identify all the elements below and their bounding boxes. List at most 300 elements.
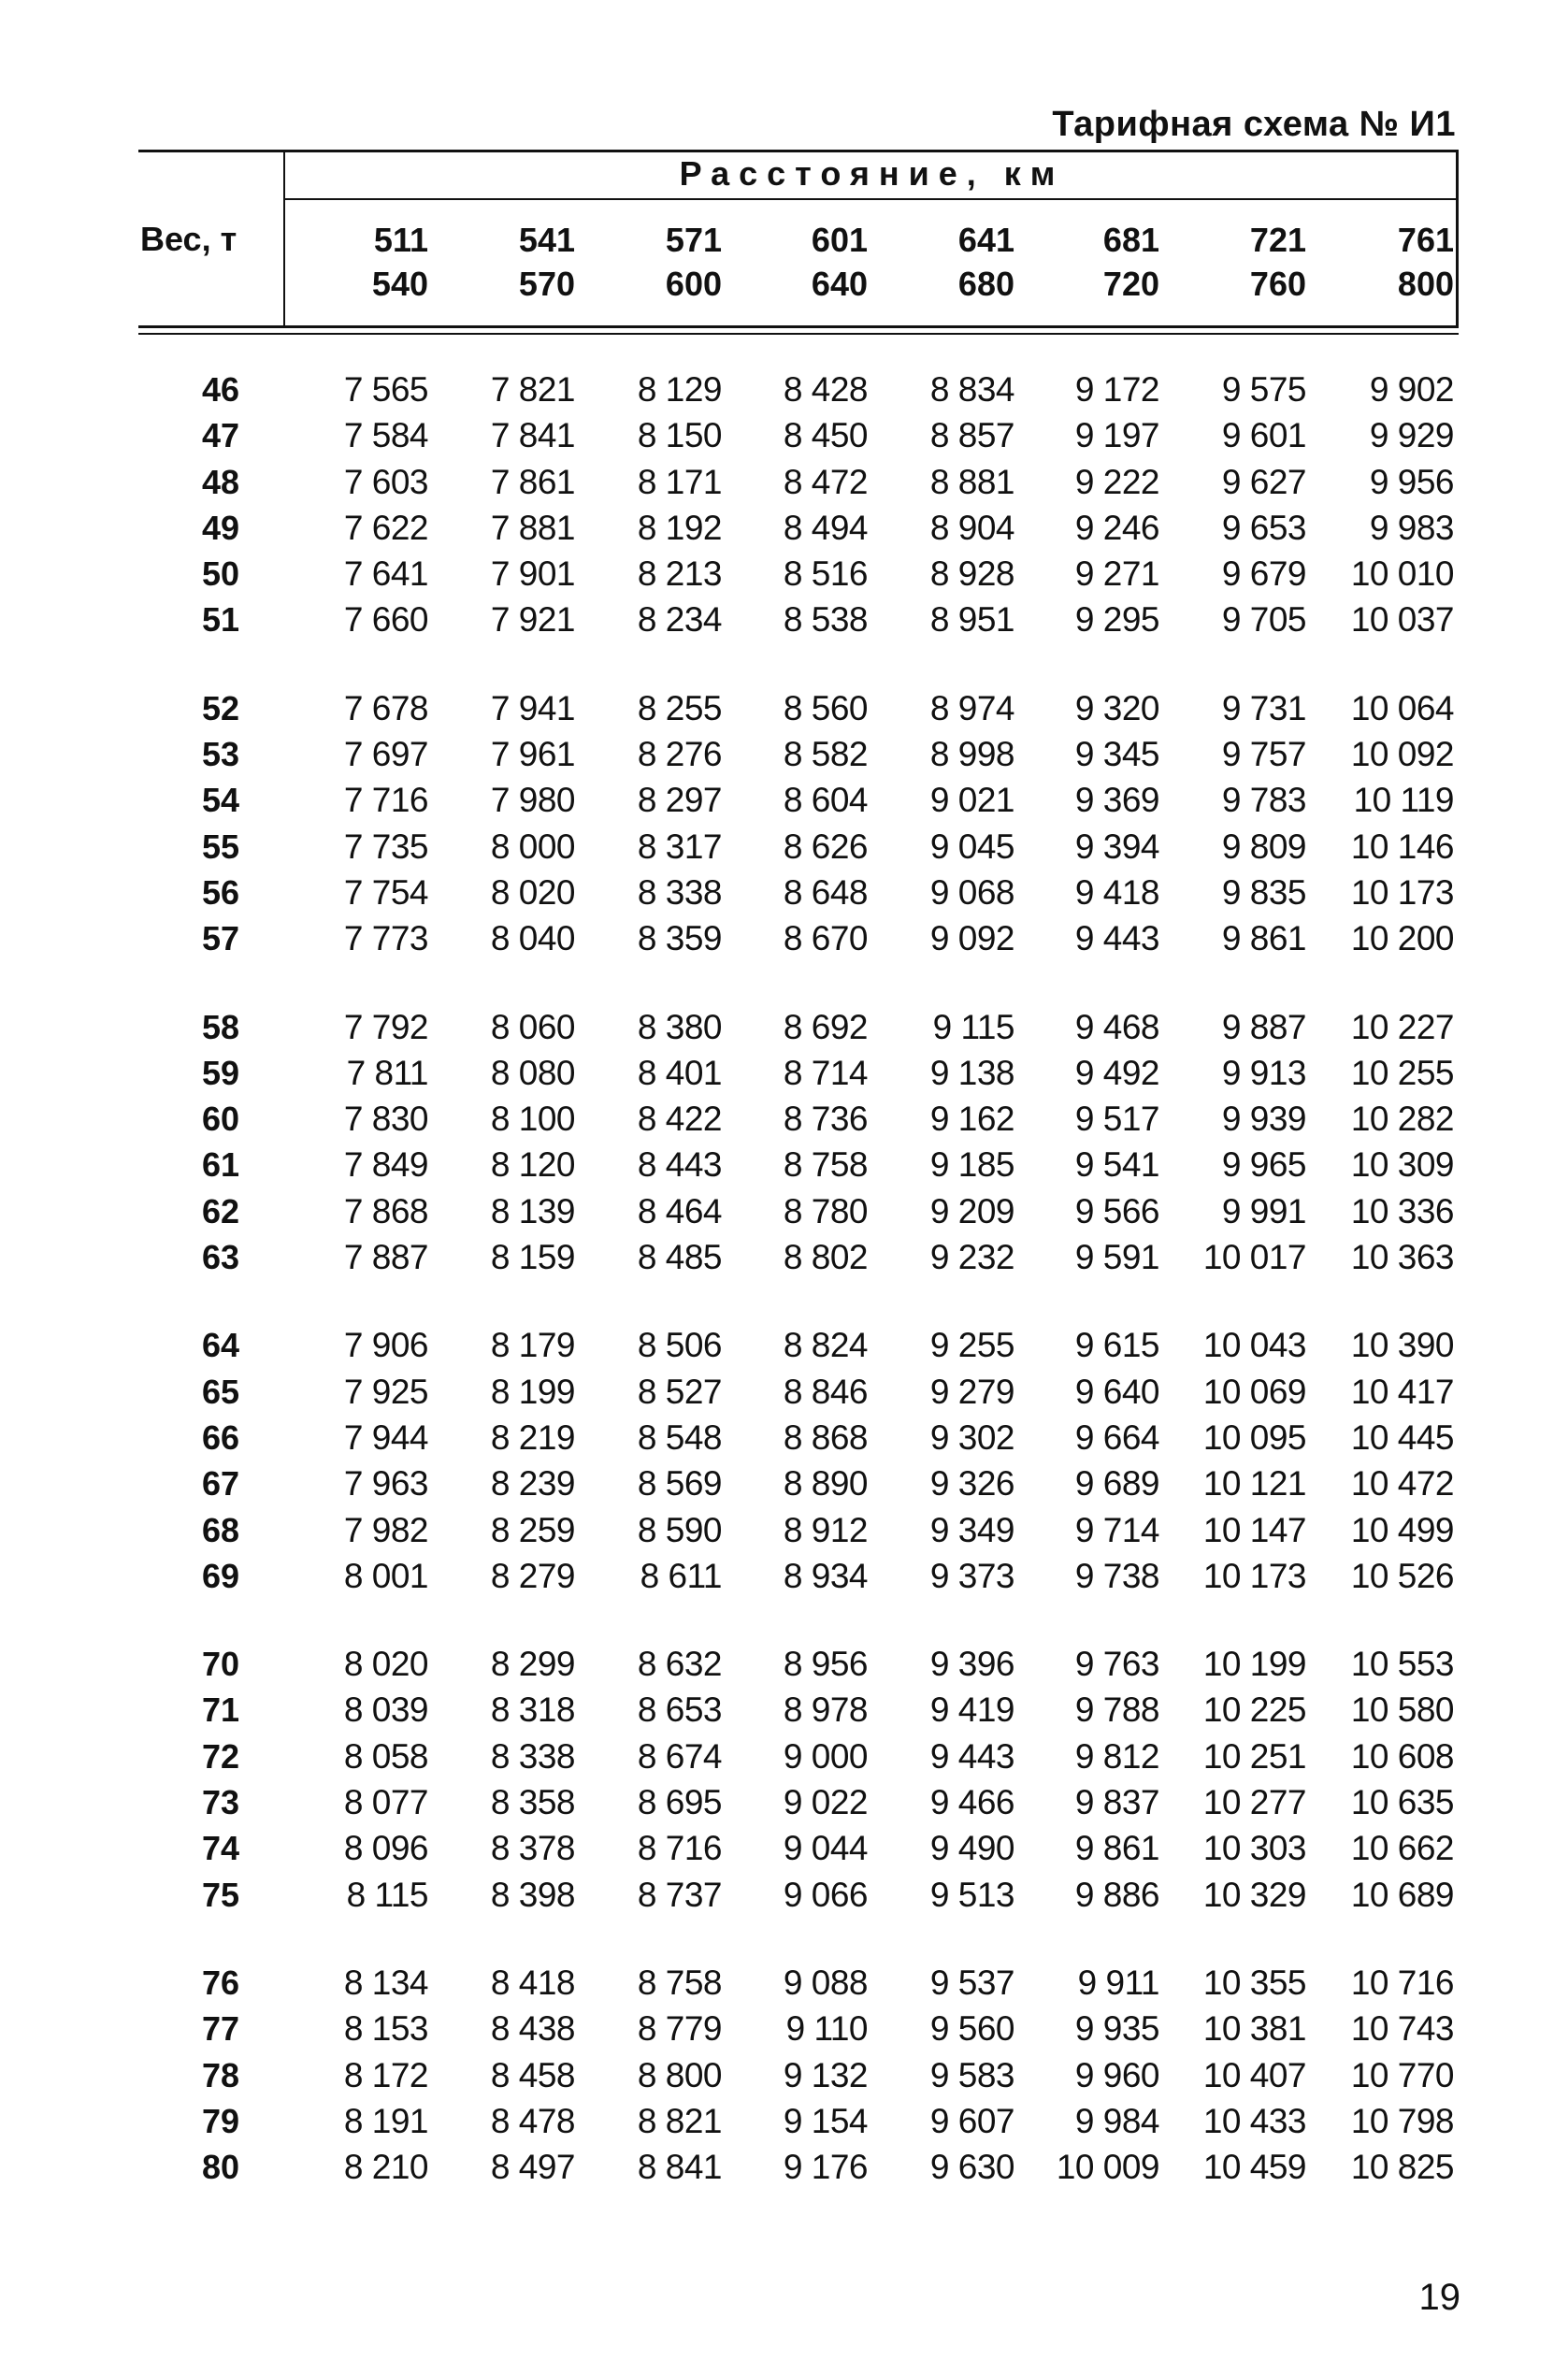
distance-range-to: 680 — [957, 265, 1014, 303]
tariff-cell: 8 548 — [637, 1417, 722, 1457]
tariff-cell: 8 868 — [783, 1417, 868, 1457]
table-row — [0, 1415, 1568, 1460]
tariff-cell: 7 603 — [343, 462, 428, 501]
weight-cell: 55 — [201, 827, 239, 866]
tariff-cell: 9 689 — [1074, 1464, 1159, 1504]
tariff-cell: 8 527 — [637, 1372, 722, 1411]
tariff-cell: 10 255 — [1350, 1053, 1454, 1092]
tariff-cell: 7 901 — [490, 554, 575, 594]
tariff-cell: 9 886 — [1074, 1875, 1159, 1914]
weight-cell: 73 — [201, 1783, 239, 1822]
tariff-cell: 8 120 — [490, 1145, 575, 1185]
tariff-cell: 10 147 — [1202, 1510, 1306, 1549]
tariff-cell: 9 837 — [1074, 1783, 1159, 1822]
tariff-cell: 7 944 — [343, 1417, 428, 1457]
tariff-cell: 8 443 — [637, 1145, 722, 1185]
tariff-cell: 9 575 — [1221, 370, 1306, 409]
tariff-cell: 8 317 — [637, 827, 722, 866]
tariff-cell: 9 088 — [783, 1963, 868, 2002]
tariff-cell: 8 199 — [490, 1372, 575, 1411]
tariff-cell: 7 641 — [343, 554, 428, 594]
tariff-cell: 9 396 — [929, 1645, 1014, 1684]
table-row — [0, 1188, 1568, 1234]
tariff-cell: 10 282 — [1350, 1100, 1454, 1139]
tariff-cell: 8 653 — [637, 1691, 722, 1730]
tariff-cell: 8 153 — [343, 2009, 428, 2049]
tariff-cell: 9 000 — [783, 1736, 868, 1776]
tariff-cell: 8 338 — [490, 1736, 575, 1776]
tariff-cell: 8 422 — [637, 1100, 722, 1139]
tariff-cell: 8 179 — [490, 1326, 575, 1365]
tariff-cell: 8 297 — [637, 781, 722, 820]
tariff-cell: 10 277 — [1202, 1783, 1306, 1822]
tariff-table-body — [0, 367, 1568, 2232]
tariff-cell: 9 172 — [1074, 370, 1159, 409]
tariff-cell: 9 714 — [1074, 1510, 1159, 1549]
tariff-cell: 8 276 — [637, 735, 722, 774]
tariff-cell: 8 821 — [637, 2101, 722, 2140]
tariff-cell: 8 020 — [343, 1645, 428, 1684]
tariff-cell: 9 369 — [1074, 781, 1159, 820]
weight-cell: 80 — [201, 2148, 239, 2187]
tariff-cell: 10 251 — [1202, 1736, 1306, 1776]
weight-cell: 69 — [201, 1556, 239, 1595]
tariff-cell: 8 951 — [929, 600, 1014, 640]
tariff-cell: 7 716 — [343, 781, 428, 820]
distance-range-from: 641 — [957, 221, 1014, 259]
weight-cell: 78 — [201, 2055, 239, 2094]
tariff-cell: 9 176 — [783, 2148, 868, 2187]
tariff-cell: 9 757 — [1221, 735, 1306, 774]
tariff-cell: 7 821 — [490, 370, 575, 409]
tariff-cell: 8 060 — [490, 1007, 575, 1046]
tariff-cell: 8 506 — [637, 1326, 722, 1365]
tariff-cell: 9 591 — [1074, 1238, 1159, 1277]
tariff-cell: 8 450 — [783, 416, 868, 455]
tariff-cell: 9 560 — [929, 2009, 1014, 2049]
tariff-cell: 10 173 — [1350, 872, 1454, 912]
tariff-cell: 10 037 — [1350, 600, 1454, 640]
tariff-cell: 8 318 — [490, 1691, 575, 1730]
tariff-cell: 9 627 — [1221, 462, 1306, 501]
tariff-cell: 8 259 — [490, 1510, 575, 1549]
tariff-cell: 8 299 — [490, 1645, 575, 1684]
tariff-cell: 8 736 — [783, 1100, 868, 1139]
tariff-cell: 10 825 — [1350, 2148, 1454, 2187]
tariff-cell: 9 517 — [1074, 1100, 1159, 1139]
tariff-cell: 9 132 — [783, 2055, 868, 2094]
tariff-cell: 9 607 — [929, 2101, 1014, 2140]
tariff-cell: 10 798 — [1350, 2101, 1454, 2140]
tariff-cell: 9 738 — [1074, 1556, 1159, 1595]
weight-cell: 58 — [201, 1007, 239, 1046]
weight-cell: 77 — [201, 2009, 239, 2049]
tariff-cell: 10 355 — [1202, 1963, 1306, 2002]
weight-cell: 72 — [201, 1736, 239, 1776]
tariff-cell: 9 468 — [1074, 1007, 1159, 1046]
page-number: 19 — [1418, 2277, 1460, 2318]
tariff-cell: 8 632 — [637, 1645, 722, 1684]
tariff-cell: 8 538 — [783, 600, 868, 640]
tariff-cell: 10 608 — [1350, 1736, 1454, 1776]
weight-cell: 79 — [201, 2101, 239, 2140]
tariff-cell: 8 758 — [637, 1963, 722, 2002]
tariff-cell: 9 705 — [1221, 600, 1306, 640]
tariff-cell: 8 401 — [637, 1053, 722, 1092]
tariff-cell: 9 021 — [929, 781, 1014, 820]
weight-cell: 57 — [201, 919, 239, 958]
table-row — [0, 1460, 1568, 1506]
tariff-cell: 9 783 — [1221, 781, 1306, 820]
tariff-cell: 9 965 — [1221, 1145, 1306, 1185]
scheme-title: Тарифная схема № И1 — [1052, 105, 1456, 144]
tariff-cell: 8 569 — [637, 1464, 722, 1504]
tariff-cell: 8 590 — [637, 1510, 722, 1549]
tariff-cell: 9 271 — [1074, 554, 1159, 594]
tariff-cell: 8 516 — [783, 554, 868, 594]
tariff-cell: 7 961 — [490, 735, 575, 774]
tariff-cell: 10 445 — [1350, 1417, 1454, 1457]
tariff-cell: 9 809 — [1221, 827, 1306, 866]
distance-range-to: 570 — [518, 265, 575, 303]
tariff-cell: 9 246 — [1074, 508, 1159, 547]
tariff-cell: 8 100 — [490, 1100, 575, 1139]
tariff-cell: 9 138 — [929, 1053, 1014, 1092]
tariff-cell: 9 110 — [785, 2009, 868, 2049]
tariff-cell: 8 560 — [783, 688, 868, 727]
tariff-cell: 8 497 — [490, 2148, 575, 2187]
tariff-cell: 9 583 — [929, 2055, 1014, 2094]
tariff-cell: 9 222 — [1074, 462, 1159, 501]
tariff-cell: 8 210 — [343, 2148, 428, 2187]
tariff-cell: 9 541 — [1074, 1145, 1159, 1185]
tariff-cell: 10 173 — [1202, 1556, 1306, 1595]
tariff-cell: 8 129 — [637, 370, 722, 409]
tariff-cell: 8 857 — [929, 416, 1014, 455]
table-row — [0, 685, 1568, 731]
tariff-cell: 7 925 — [343, 1372, 428, 1411]
tariff-cell: 9 956 — [1369, 462, 1454, 501]
tariff-cell: 9 911 — [1077, 1963, 1159, 2002]
tariff-cell: 10 390 — [1350, 1326, 1454, 1365]
tariff-cell: 7 861 — [490, 462, 575, 501]
tariff-cell: 10 200 — [1350, 919, 1454, 958]
weight-cell: 46 — [201, 370, 239, 409]
tariff-cell: 8 626 — [783, 827, 868, 866]
row-group — [0, 1960, 1568, 2190]
tariff-cell: 10 472 — [1350, 1464, 1454, 1504]
tariff-cell: 10 329 — [1202, 1875, 1306, 1914]
tariff-cell: 10 381 — [1202, 2009, 1306, 2049]
tariff-cell: 8 824 — [783, 1326, 868, 1365]
row-group — [0, 367, 1568, 643]
tariff-cell: 7 697 — [343, 735, 428, 774]
table-row — [0, 1142, 1568, 1187]
tariff-cell: 8 191 — [343, 2101, 428, 2140]
tariff-cell: 10 770 — [1350, 2055, 1454, 2094]
tariff-cell: 8 139 — [490, 1191, 575, 1230]
tariff-cell: 9 394 — [1074, 827, 1159, 866]
tariff-cell: 10 309 — [1350, 1145, 1454, 1185]
tariff-cell: 10 407 — [1202, 2055, 1306, 2094]
tariff-cell: 10 303 — [1202, 1829, 1306, 1868]
weight-cell: 74 — [201, 1829, 239, 1868]
tariff-cell: 8 001 — [343, 1556, 428, 1595]
tariff-cell: 9 419 — [929, 1691, 1014, 1730]
tariff-cell: 9 022 — [783, 1783, 868, 1822]
tariff-cell: 8 378 — [490, 1829, 575, 1868]
tariff-cell: 10 336 — [1350, 1191, 1454, 1230]
tariff-cell: 9 615 — [1074, 1326, 1159, 1365]
table-row — [0, 1825, 1568, 1871]
tariff-cell: 8 213 — [637, 554, 722, 594]
tariff-cell: 8 841 — [637, 2148, 722, 2187]
tariff-cell: 8 800 — [637, 2055, 722, 2094]
tariff-cell: 8 934 — [783, 1556, 868, 1595]
tariff-cell: 7 881 — [490, 508, 575, 547]
table-row — [0, 412, 1568, 458]
table-row — [0, 551, 1568, 597]
table-row — [0, 2098, 1568, 2144]
tariff-cell: 9 983 — [1369, 508, 1454, 547]
table-row — [0, 1779, 1568, 1825]
weight-cell: 75 — [201, 1875, 239, 1914]
weight-cell: 60 — [201, 1100, 239, 1139]
tariff-cell: 8 485 — [637, 1238, 722, 1277]
tariff-cell: 7 754 — [343, 872, 428, 912]
weight-cell: 50 — [201, 554, 239, 594]
tariff-cell: 9 232 — [929, 1238, 1014, 1277]
tariff-cell: 10 092 — [1350, 735, 1454, 774]
tariff-cell: 7 584 — [343, 416, 428, 455]
tariff-cell: 10 119 — [1353, 781, 1454, 820]
table-row — [0, 1234, 1568, 1280]
tariff-cell: 10 499 — [1350, 1510, 1454, 1549]
tariff-cell: 9 279 — [929, 1372, 1014, 1411]
tariff-cell: 8 171 — [637, 462, 722, 501]
tariff-cell: 9 092 — [929, 919, 1014, 958]
tariff-cell: 8 674 — [637, 1736, 722, 1776]
tariff-cell: 9 162 — [929, 1100, 1014, 1139]
weight-cell: 52 — [201, 688, 239, 727]
tariff-cell: 9 295 — [1074, 600, 1159, 640]
tariff-cell: 9 492 — [1074, 1053, 1159, 1092]
tariff-cell: 8 000 — [490, 827, 575, 866]
table-row — [0, 2052, 1568, 2098]
tariff-cell: 7 921 — [490, 600, 575, 640]
tariff-cell: 8 956 — [783, 1645, 868, 1684]
tariff-cell: 9 913 — [1221, 1053, 1306, 1092]
tariff-cell: 10 121 — [1202, 1464, 1306, 1504]
row-group — [0, 685, 1568, 962]
tariff-cell: 8 472 — [783, 462, 868, 501]
weight-cell: 61 — [201, 1145, 239, 1185]
tariff-cell: 9 861 — [1221, 919, 1306, 958]
tariff-cell: 7 849 — [343, 1145, 428, 1185]
table-row — [0, 1553, 1568, 1599]
distance-range-to: 640 — [811, 265, 868, 303]
tariff-cell: 9 788 — [1074, 1691, 1159, 1730]
distance-range-from: 601 — [811, 221, 868, 259]
weight-cell: 56 — [201, 872, 239, 912]
tariff-cell: 8 279 — [490, 1556, 575, 1595]
tariff-cell: 7 982 — [343, 1510, 428, 1549]
tariff-cell: 7 660 — [343, 600, 428, 640]
tariff-cell: 8 219 — [490, 1417, 575, 1457]
tariff-cell: 9 835 — [1221, 872, 1306, 912]
tariff-cell: 8 648 — [783, 872, 868, 912]
tariff-cell: 9 320 — [1074, 688, 1159, 727]
tariff-cell: 7 678 — [343, 688, 428, 727]
tariff-cell: 7 565 — [343, 370, 428, 409]
tariff-cell: 10 199 — [1202, 1645, 1306, 1684]
tariff-cell: 8 695 — [637, 1783, 722, 1822]
tariff-cell: 9 044 — [783, 1829, 868, 1868]
tariff-cell: 9 349 — [929, 1510, 1014, 1549]
tariff-cell: 9 345 — [1074, 735, 1159, 774]
tariff-cell: 8 582 — [783, 735, 868, 774]
row-group — [0, 1641, 1568, 1918]
tariff-cell: 9 763 — [1074, 1645, 1159, 1684]
tariff-cell: 8 928 — [929, 554, 1014, 594]
tariff-cell: 9 466 — [929, 1783, 1014, 1822]
tariff-cell: 8 780 — [783, 1191, 868, 1230]
tariff-cell: 9 991 — [1221, 1191, 1306, 1230]
tariff-cell: 10 363 — [1350, 1238, 1454, 1277]
table-row — [0, 731, 1568, 777]
tariff-cell: 9 984 — [1074, 2101, 1159, 2140]
tariff-cell: 8 881 — [929, 462, 1014, 501]
tariff-cell: 7 868 — [343, 1191, 428, 1230]
tariff-cell: 8 670 — [783, 919, 868, 958]
weight-header: Вес, т — [140, 220, 237, 258]
table-row — [0, 1004, 1568, 1050]
tariff-cell: 9 902 — [1369, 370, 1454, 409]
tariff-cell: 7 941 — [490, 688, 575, 727]
tariff-cell: 9 960 — [1074, 2055, 1159, 2094]
tariff-cell: 9 209 — [929, 1191, 1014, 1230]
weight-cell: 48 — [201, 462, 239, 501]
weight-cell: 64 — [201, 1326, 239, 1365]
tariff-cell: 8 239 — [490, 1464, 575, 1504]
tariff-cell: 8 159 — [490, 1238, 575, 1277]
tariff-cell: 7 811 — [346, 1053, 428, 1092]
tariff-cell: 9 255 — [929, 1326, 1014, 1365]
tariff-cell: 8 834 — [929, 370, 1014, 409]
tariff-cell: 8 779 — [637, 2009, 722, 2049]
table-row — [0, 2006, 1568, 2051]
tariff-cell: 9 443 — [929, 1736, 1014, 1776]
tariff-cell: 9 566 — [1074, 1191, 1159, 1230]
weight-column-divider — [283, 150, 285, 327]
tariff-cell: 8 020 — [490, 872, 575, 912]
tariff-cell: 10 459 — [1202, 2148, 1306, 2187]
table-row — [0, 870, 1568, 915]
tariff-cell: 9 653 — [1221, 508, 1306, 547]
tariff-cell: 7 622 — [343, 508, 428, 547]
tariff-cell: 9 537 — [929, 1963, 1014, 2002]
tariff-cell: 9 935 — [1074, 2009, 1159, 2049]
tariff-cell: 9 326 — [929, 1464, 1014, 1504]
tariff-cell: 8 494 — [783, 508, 868, 547]
table-row — [0, 1872, 1568, 1918]
weight-cell: 54 — [201, 781, 239, 820]
tariff-cell: 9 630 — [929, 2148, 1014, 2187]
tariff-cell: 9 418 — [1074, 872, 1159, 912]
header-top-rule — [138, 150, 1459, 152]
distance-range-from: 721 — [1249, 221, 1306, 259]
tariff-cell: 8 464 — [637, 1191, 722, 1230]
weight-cell: 51 — [201, 600, 239, 640]
tariff-cell: 9 513 — [929, 1875, 1014, 1914]
distance-range-to: 720 — [1102, 265, 1159, 303]
table-row — [0, 459, 1568, 505]
tariff-cell: 7 830 — [343, 1100, 428, 1139]
distance-range-to: 600 — [665, 265, 722, 303]
tariff-cell: 7 792 — [343, 1007, 428, 1046]
tariff-cell: 8 802 — [783, 1238, 868, 1277]
tariff-cell: 10 043 — [1202, 1326, 1306, 1365]
tariff-cell: 8 150 — [637, 416, 722, 455]
tariff-cell: 8 438 — [490, 2009, 575, 2049]
tariff-cell: 9 490 — [929, 1829, 1014, 1868]
tariff-cell: 10 227 — [1350, 1007, 1454, 1046]
tariff-cell: 8 077 — [343, 1783, 428, 1822]
tariff-cell: 9 115 — [932, 1007, 1014, 1046]
tariff-cell: 9 045 — [929, 827, 1014, 866]
tariff-cell: 10 743 — [1350, 2009, 1454, 2049]
tariff-cell: 8 338 — [637, 872, 722, 912]
table-right-border — [1456, 150, 1459, 327]
tariff-cell: 8 890 — [783, 1464, 868, 1504]
tariff-cell: 10 433 — [1202, 2101, 1306, 2140]
tariff-cell: 8 604 — [783, 781, 868, 820]
tariff-cell: 8 428 — [783, 370, 868, 409]
row-group — [0, 1322, 1568, 1599]
tariff-cell: 10 662 — [1350, 1829, 1454, 1868]
tariff-cell: 9 812 — [1074, 1736, 1159, 1776]
tariff-cell: 7 963 — [343, 1464, 428, 1504]
tariff-cell: 8 096 — [343, 1829, 428, 1868]
weight-cell: 65 — [201, 1372, 239, 1411]
tariff-cell: 10 009 — [1056, 2148, 1159, 2187]
tariff-cell: 8 080 — [490, 1053, 575, 1092]
table-row — [0, 1507, 1568, 1553]
table-row — [0, 1960, 1568, 2006]
tariff-cell: 8 692 — [783, 1007, 868, 1046]
table-row — [0, 505, 1568, 551]
tariff-cell: 9 302 — [929, 1417, 1014, 1457]
tariff-cell: 10 146 — [1350, 827, 1454, 866]
tariff-cell: 8 380 — [637, 1007, 722, 1046]
table-row — [0, 777, 1568, 823]
tariff-cell: 8 716 — [637, 1829, 722, 1868]
tariff-cell: 9 601 — [1221, 416, 1306, 455]
table-row — [0, 824, 1568, 870]
tariff-cell: 7 906 — [343, 1326, 428, 1365]
weight-cell: 76 — [201, 1963, 239, 2002]
tariff-cell: 9 197 — [1074, 416, 1159, 455]
tariff-cell: 9 731 — [1221, 688, 1306, 727]
table-row — [0, 1641, 1568, 1687]
weight-cell: 63 — [201, 1238, 239, 1277]
tariff-cell: 8 359 — [637, 919, 722, 958]
table-row — [0, 1734, 1568, 1779]
tariff-cell: 8 758 — [783, 1145, 868, 1185]
tariff-cell: 10 069 — [1202, 1372, 1306, 1411]
tariff-cell: 9 929 — [1369, 416, 1454, 455]
tariff-cell: 9 679 — [1221, 554, 1306, 594]
